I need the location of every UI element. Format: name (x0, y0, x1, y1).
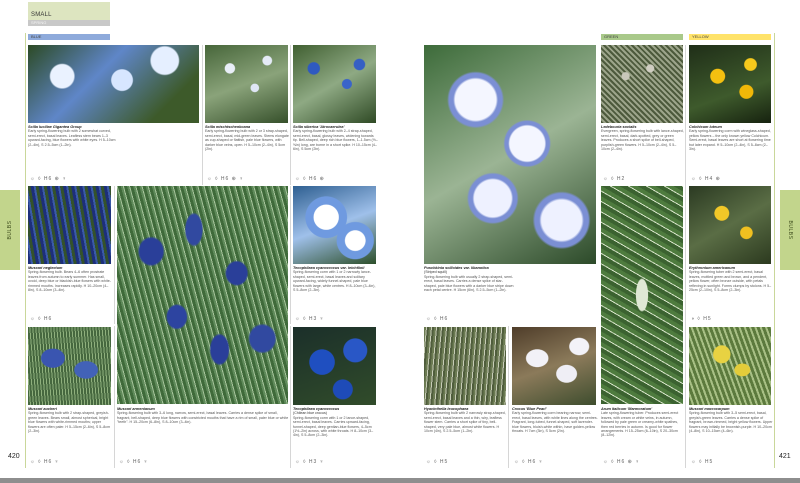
plant-description: Spring-flowering bulb with 3–5 semi-erect, basal, greyish-green leaves. Carries a dense spike of fragrant, brown-rimmed, bright yellow flowers. Upper flowers may initially be brownish-purple. H 10–20cm (4–8in), S 10–15cm (4–6in). (689, 411, 773, 434)
page-number-left: 420 (8, 453, 20, 460)
care-icons: ☼ ◊ H6 ⊕ ♆ (207, 176, 244, 182)
plant-description: Early spring-flowering bulb with 2 or 3 strap-shaped, semi-erect, basal, mid-green leaves. Stems elongate as cup-shaped or flattish, pale blue flowers, with darker blue veins, open. H 5–10cm (2–4in), S 5cm (2in). (205, 129, 289, 152)
plant-entry-puschkinia (424, 266, 514, 292)
side-tab-right-text: BULBS (787, 220, 793, 240)
plant-description: Early spring-flowering bulb with 2 somewhat curved, semi-erect, basal leaves. Leafless stem bears 1–3 upward-facing, blue flowers with white eyes. H 5–10cm (2–4in), S 2.5–5cm (1–2in). (28, 129, 116, 147)
column-divider (508, 326, 509, 468)
plant-photo-tecophilaea-cyanocrocus (293, 327, 376, 405)
viewer-bottom-bar (0, 478, 800, 483)
section-heading (28, 2, 110, 20)
care-icons: ☼ ◊ H2 (603, 176, 626, 182)
plant-name: Erythronium americanum (689, 266, 735, 270)
column-divider (290, 326, 291, 468)
plant-name: Muscari neglectum (28, 266, 63, 270)
column-divider (685, 45, 686, 468)
plant-entry-hyacinthella (424, 407, 508, 433)
side-tab-left-text: BULBS (7, 220, 13, 240)
plant-photo-scilla-siberica (293, 45, 376, 123)
plant-photo-tecophilaea-leichtlinii (293, 186, 376, 264)
plant-entry-tecophilaea-cyanocrocus (293, 407, 378, 438)
column-divider (114, 186, 115, 324)
care-icons: ☼ ◊ H6 ♆ (119, 459, 149, 465)
care-icons: ☼ ◊ H4 ⊕ (691, 176, 721, 182)
plant-name: Tecophilaea cyanocrocus var. leichtlinii (293, 266, 365, 270)
care-icons: ☼ ◊ H6 (426, 316, 449, 322)
column-divider (114, 326, 115, 468)
plant-entry-ledebouria (601, 125, 684, 151)
plant-name: Puschkinia scilloides var. libanotica (424, 266, 489, 270)
plant-name: Scilla mischtschenkoana (205, 125, 251, 129)
left-margin-rule (25, 33, 26, 468)
plant-description: Late spring-flowering tuber. Produces semi-erect leaves, with cream or white veins, in autumn, followed by pale green or creamy-white spathes, then red berries in autumn. Is good for flower arrangements. H 15–25cm (6–10in), S 20–30cm (8–12in). (601, 411, 679, 438)
plant-photo-muscari-macrocarpum (689, 327, 771, 405)
plant-photo-muscari-neglectum (28, 186, 111, 264)
plant-name: Ledebouria socialis (601, 125, 637, 129)
plant-entry-muscari-armeniacum (117, 407, 289, 425)
plant-entry-muscari-aucheri (28, 407, 113, 433)
plant-description: Early spring-flowering corm with wineglass-shaped, yellow flowers – the only known yellow Colchicum. Semi-erect, basal leaves are short at flowering time but later expand. H 5–10cm (2–4in), S 5–8cm (2–3in). (689, 129, 771, 152)
care-icons: ◑ ◊ H5 (691, 316, 712, 322)
care-icons: ☼ ◊ H6 ⊕ ♆ (603, 459, 640, 465)
plant-name: Colchicum luteum (689, 125, 722, 129)
page-number-right: 421 (779, 453, 791, 460)
right-margin-rule (774, 33, 775, 468)
care-icons: ☼ ◊ H5 (426, 459, 449, 465)
season-subheading-text: SPRING (31, 20, 47, 25)
plant-photo-ledebouria (601, 45, 683, 123)
care-icons: ☼ ◊ H6 ⊕ ♆ (30, 176, 67, 182)
plant-name: Tecophilaea cyanocrocus (293, 407, 340, 411)
plant-description: Evergreen, spring-flowering bulb with lance-shaped, semi-erect, basal, dark-spotted, grey or green leaves. Produces a short spike of bell-shaped, purplish-green flowers. H 5–10cm (2–4in), S 5–10cm (2–4in). (601, 129, 684, 152)
plant-photo-puschkinia (424, 45, 596, 264)
plant-name: Muscari macrocarpum (689, 407, 730, 411)
season-subheading (28, 20, 110, 26)
plant-name: Muscari armeniacum (117, 407, 155, 411)
plant-description: Spring-flowering tuber with 2 semi-erect, basal leaves, mottled green and brown, and a pendent, yellow flower, often bronze outside, with petals reflexing in sunlight. Forms clumps by stolons. H 5–25cm (2–10in), S 5–8cm (2–3in). (689, 270, 772, 293)
plant-photo-colchicum-luteum (689, 45, 771, 123)
plant-description: Spring-flowering bulb with usually 2 strap-shaped, semi-erect, basal leaves. Carries a dense spike of star-shaped, pale blue flowers with a darker blue stripe down each petal centre. H 15cm (6in), S 2.5–5cm (1–2in). (424, 274, 514, 293)
care-icons: ☼ ◊ H6 ⊕ (295, 176, 325, 182)
column-divider (290, 186, 291, 324)
plant-description: Spring-flowering bulb with 2 narrowly strap-shaped, semi-erect, basal leaves and a thin, wiry, leafless flower stem. Carries a short spike of tiny, bell-shaped, very pale blue, almost white flowers. H 10cm (4in), S 2.5–5cm (1–2in). (424, 411, 506, 434)
plant-photo-crocus-blue-pearl (512, 327, 596, 405)
side-tab-left (0, 190, 20, 270)
column-divider (202, 45, 203, 185)
plant-entry-crocus-blue-pearl (512, 407, 598, 433)
color-group-green: GREEN (601, 34, 683, 40)
plant-photo-hyacinthella (424, 327, 506, 405)
plant-entry-erythronium (689, 266, 773, 292)
care-icons: ☼ ◊ H6 ♆ (514, 459, 544, 465)
side-tab-right (780, 190, 800, 270)
plant-description: Spring-flowering corm with 1 or 2 narrowly lance-shaped, semi-erect, basal leaves and solitary upward-facing, widely funnel-shaped, pale blue flowers with large, white centres. H 8–10cm (3–4in), S 5–8cm (2–3in). (293, 270, 376, 293)
plant-common-name: (Striped squill) (424, 270, 447, 275)
plant-entry-scilla-luciliae (28, 125, 116, 147)
plant-photo-erythronium (689, 186, 771, 264)
plant-photo-muscari-armeniacum (117, 186, 288, 404)
plant-name: Crocus 'Blue Pearl' (512, 407, 547, 411)
column-divider (290, 45, 291, 185)
plant-common-name: (Chilean blue crocus) (293, 411, 327, 416)
plant-description: Spring-flowering corm with 1 or 2 lance-shaped, semi-erect, basal leaves. Carries upward-facing, funnel-shaped, deep gentian-blue flowers, 4–5cm (1½–2in) across, with white throats. H 8–10cm (3–4in), S 5–8cm (2–3in). (293, 415, 374, 438)
plant-description: Spring-flowering bulb. Bears 4–6 often prostrate leaves from autumn to early summer. Has small, ovoid, deep blue or blackish-blue flowers with white-rimmed mouths. Increases rapidly. H 10–20cm (4–8in), S 8–10cm (3–4in). (28, 270, 111, 293)
care-icons: ☼ ◊ H6 (30, 316, 53, 322)
plant-name: Scilla siberica 'Atrocaerulea' (293, 125, 345, 129)
plant-photo-scilla-luciliae (28, 45, 199, 123)
plant-name: Arum italicum 'Marmoratum' (601, 407, 653, 411)
care-icons: ☼ ◊ H3 ♆ (295, 316, 325, 322)
plant-name: Hyacinthella leucophaea (424, 407, 469, 411)
plant-entry-muscari-macrocarpum (689, 407, 773, 433)
plant-description: Early spring-flowering bulb with 2–4 strap-shaped, semi-erect, basal, glossy leaves, widening towards tip. Bell-shaped, deep rich blue flowers, 1–1.5cm (½–⅝in) long, are borne in a short spike. H 10–15cm (4–6in), S 5cm (2in). (293, 129, 378, 152)
plant-photo-muscari-aucheri (28, 327, 111, 405)
plant-name: Scilla luciliae Gigantea Group (28, 125, 82, 129)
plant-description: Spring-flowering bulb with 2 strap-shaped, greyish-green leaves. Bears small, almost spherical, bright blue flowers with white-rimmed mouths; upper flowers are often paler. H 5–15cm (2–6in), S 5–8cm (2–3in). (28, 411, 111, 434)
plant-name: Muscari aucheri (28, 407, 57, 411)
plant-entry-colchicum-luteum (689, 125, 773, 151)
plant-entry-tecophilaea-leichtlinii (293, 266, 378, 292)
care-icons: ☼ ◊ H5 (691, 459, 714, 465)
plant-entry-arum-italicum (601, 407, 684, 438)
care-icons: ☼ ◊ H3 ♆ (295, 459, 325, 465)
plant-photo-scilla-mischtschenkoana (205, 45, 288, 123)
plant-entry-scilla-siberica (293, 125, 378, 151)
section-heading-text: SMALL (31, 12, 52, 18)
care-icons: ☼ ◊ H6 ♆ (30, 459, 60, 465)
plant-entry-scilla-mischtschenkoana (205, 125, 289, 151)
plant-photo-arum-italicum (601, 186, 683, 404)
color-group-blue: BLUE (28, 34, 110, 40)
plant-entry-muscari-neglectum (28, 266, 113, 292)
color-group-yellow: YELLOW (689, 34, 771, 40)
plant-description: Early spring-flowering corm bearing narrow, semi-erect, basal leaves, with white lines along the centres. Fragrant, long-tubed, funnel-shaped, soft lavender-blue flowers, bluish-white within, have golden-yellow throats. H 7cm (3in), S 5cm (2in). (512, 411, 598, 434)
plant-description: Spring-flowering bulb with 3–6 long, narrow, semi-erect, basal leaves. Carries a dense spike of small, fragrant, bell-shaped, deep blue flowers with constricted mouths that have a rim of small, paler blue or white "teeth". H 15–20cm (6–8in), S 8–10cm (3–4in). (117, 411, 289, 425)
